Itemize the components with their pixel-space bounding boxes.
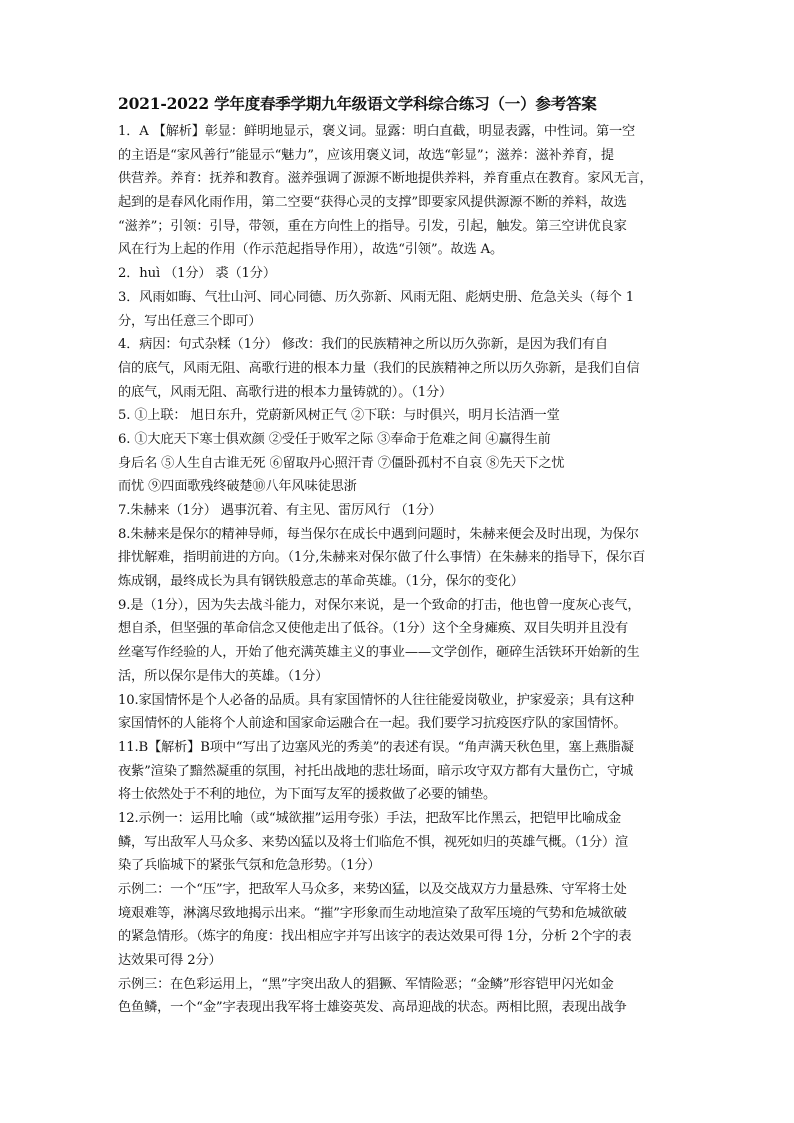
text-line: 12.示例一：运用比喻（或“城欲摧”运用夸张）手法，把敌军比作黑云，把铠甲比喻成金 <box>118 810 622 826</box>
text-line: 的紧急情形。（炼字的角度：找出相应字并写出该字的表达效果可得 1分，分析 2个字的表 <box>118 929 632 945</box>
text-line: 家国情怀的人能将个人前途和国家命运融合在一起。我们要学习抗疫医疗队的家国情怀。 <box>118 716 627 732</box>
answer-document <box>118 92 678 1020</box>
text-line: 达效果可得 2分） <box>118 953 222 969</box>
text-line: 7.朱赫来（1分） 遇事沉着、有主见、雷厉风行 （1分） <box>118 503 442 518</box>
text-line: 10.家国情怀是个人必备的品质。具有家国情怀的人往往能爱岗敬业，护家爱亲；具有这种 <box>118 692 634 708</box>
text-line: 色鱼鳞，一个“金”字表现出我军将士雄姿英发、高昂迎战的状态。两相比照，表现出战争 <box>118 1000 627 1016</box>
text-line: 的底气，风雨无阻、高歌行进的根本力量铸就的）。（1分） <box>118 384 453 400</box>
text-line: 的主语是“家风善行”能显示“魅力”，应该用褒义词，故选“彰显”；滋养：滋补养育，提 <box>118 147 614 163</box>
text-line: 示例三：在色彩运用上，“黑”字突出敌人的猖獗、军情险恶；“金鳞”形容铠甲闪光如金 <box>118 976 614 992</box>
text-line: 炼成钢，最终成长为具有钢铁般意志的革命英雄。（1分，保尔的变化） <box>118 574 524 590</box>
text-line: 丝毫写作经验的人，开始了他充满英雄主义的事业——文学创作，砸碎生活铁环开始新的生 <box>118 645 640 661</box>
text-line: 想自杀，但坚强的革命信念又使他走出了低谷。（1分）这个全身瘫痪、双目失明并且没有 <box>118 621 629 637</box>
text-line: 起到的是春风化雨作用，第二空要“获得心灵的支撑”即要家风提供源源不断的养料，故选 <box>118 195 627 211</box>
text-line: 风在行为上起的作用（作示范起指导作用），故选“引领”。故选 A。 <box>118 242 504 258</box>
text-line: 2．huì （1分） 裘（1分） <box>118 266 276 282</box>
text-line: 1．A 【解析】彰显：鲜明地显示，褒义词。显露：明白直截，明显表露，中性词。第一空 <box>118 124 636 139</box>
text-line: 3．风雨如晦、气壮山河、同心同德、历久弥新、风雨无阻、彪炳史册、危急关头（每个 1 <box>118 289 634 305</box>
text-line: 境艰难等，淋漓尽致地揭示出来。“摧”字形象而生动地渲染了敌军压境的气势和危城欲破 <box>118 905 627 921</box>
text-line: 鳞，写出敌军人马众多、来势凶猛以及将士们临危不惧，视死如归的英雄气概。（1分）渲 <box>118 834 629 850</box>
text-line: 9.是（1分），因为失去战斗能力，对保尔来说，是一个致命的打击，他也曾一度灰心丧气， <box>118 597 641 613</box>
text-line: 4．病因：句式杂糅（1分） 修改：我们的民族精神之所以历久弥新，是因为我们有自 <box>118 337 608 353</box>
text-line: 身后名 ⑤人生自古谁无死 ⑥留取丹心照汗青 ⑦僵卧孤村不自哀 ⑧先天下之忧 <box>118 455 565 471</box>
text-line: 信的底气，风雨无阻、高歌行进的根本力量（我们的民族精神之所以历久弥新，是我们自信 <box>118 360 640 376</box>
document-title: 2021-2022 学年度春季学期九年级语文学科综合练习（一）参考答案 <box>118 94 597 113</box>
text-line: 6. ①大庇天下寒士俱欢颜 ②受任于败军之际 ③奉命于危难之间 ④赢得生前 <box>118 431 551 447</box>
text-line: 活，所以保尔是伟大的英雄。（1分） <box>118 668 329 684</box>
text-line: 示例二：一个“压”字，把敌军人马众多，来势凶猛，以及交战双方力量悬殊、守军将士处 <box>118 882 627 897</box>
text-line: 排忧解难，指明前进的方向。（1分,朱赫来对保尔做了什么事情）在朱赫来的指导下，保尔百 <box>118 550 646 566</box>
text-line: 染了兵临城下的紧张气氛和危急形势。（1分） <box>118 858 381 874</box>
text-line: 分，写出任意三个即可） <box>118 313 262 329</box>
text-line: 夜紫”渲染了黯然凝重的氛围，衬托出战地的悲壮场面，暗示攻守双方都有大量伤亡，守城 <box>118 763 634 779</box>
text-line: 将士依然处于不利的地位，为下面写友军的援救做了必要的铺垫。 <box>118 787 497 803</box>
text-line: 供营养。养育：抚养和教育。滋养强调了源源不断地提供养料，养育重点在教育。家风无言， <box>118 171 653 187</box>
answer-body <box>118 120 678 1020</box>
text-line: 8.朱赫来是保尔的精神导师，每当保尔在成长中遇到问题时，朱赫来便会及时出现，为保尔 <box>118 526 639 542</box>
text-line: “滋养”；引领：引导，带领，重在方向性上的指导。引发，引起，触发。第三空讲优良家 <box>118 218 627 234</box>
text-line: 而忧 ⑨四面歌残终破楚⑩八年风味徒思浙 <box>118 479 357 495</box>
text-line: 11.B【解析】B项中“写出了边塞风光的秀美”的表述有误。“角声满天秋色里，塞上燕脂凝 <box>118 739 634 755</box>
text-line: 5. ①上联： 旭日东升，党蔚新风树正气 ②下联：与时俱兴，明月长洁酒一堂 <box>118 408 560 424</box>
